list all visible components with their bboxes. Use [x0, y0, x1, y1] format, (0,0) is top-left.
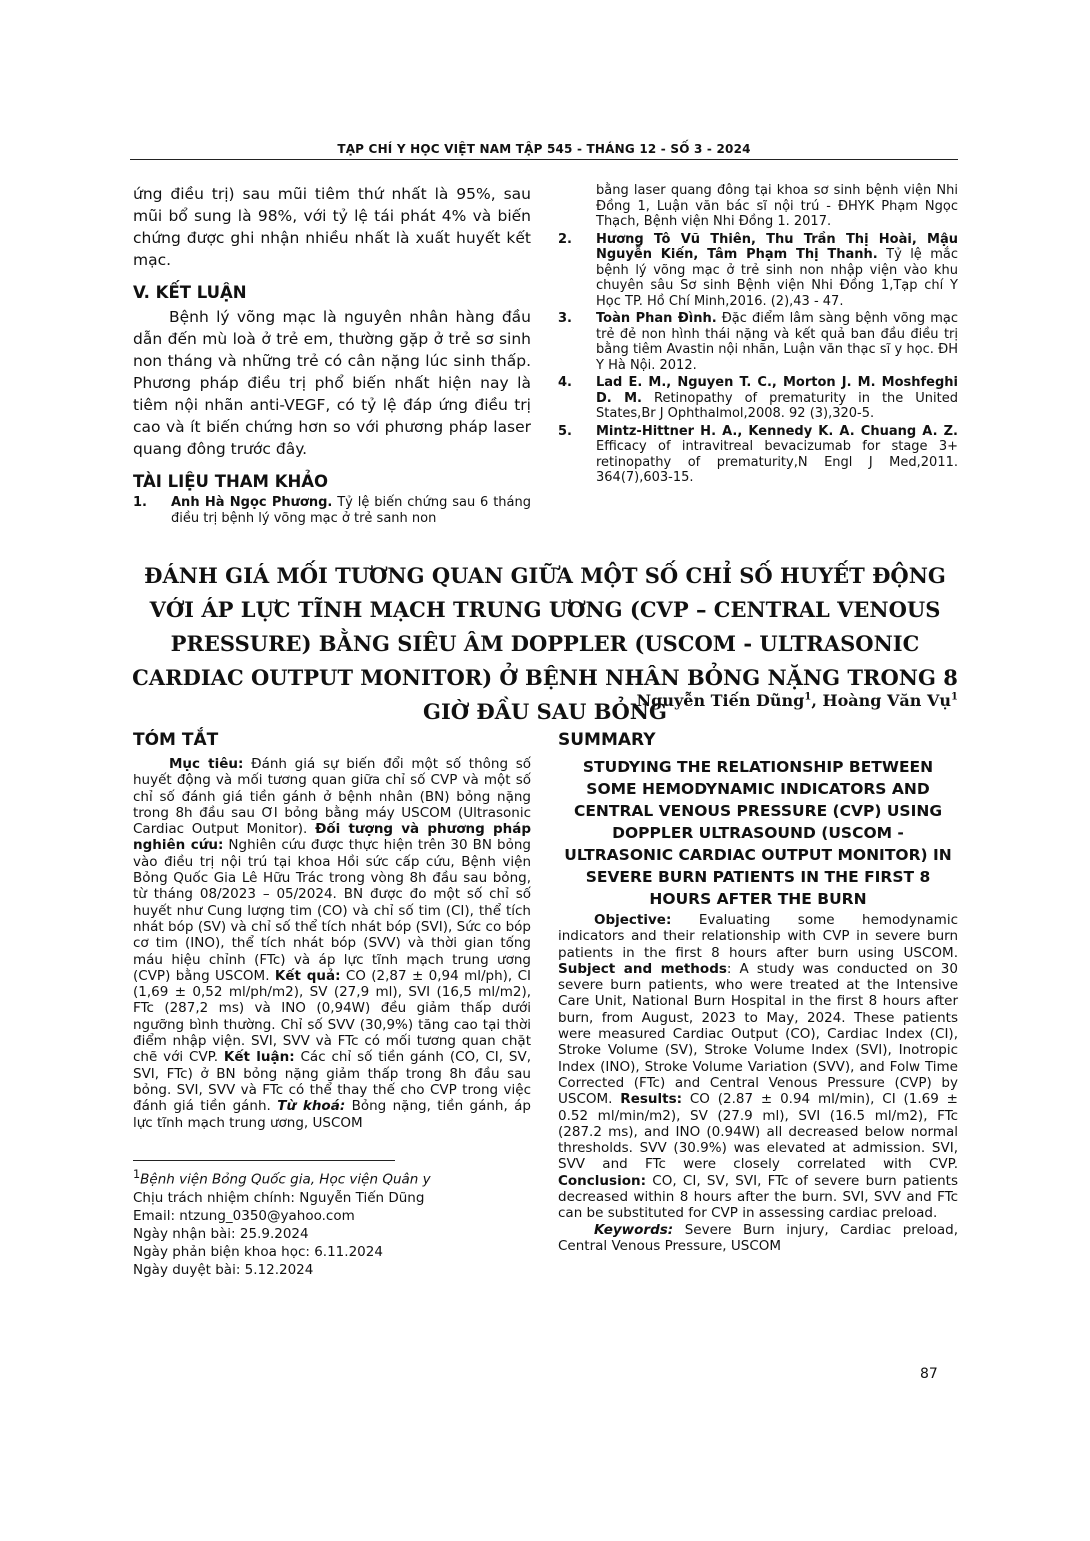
conclusion-text: CO, CI, SV, SVI, FTc of severe burn patients decreased within 8 hours after the burn. SVI, SVV and FTc can be substituted for CVP in assessing cardiac preload. — [558, 1172, 958, 1222]
author-affiliation-mark: 1 — [804, 691, 812, 703]
abstract-heading: TÓM TẮT — [133, 730, 219, 750]
reference-number: 4. — [558, 375, 572, 390]
reference-item — [558, 232, 958, 310]
reference-text — [596, 311, 958, 373]
conclusion-label: Kết luận: — [223, 1049, 295, 1066]
reference-item — [558, 424, 958, 486]
keywords-text: Bỏng nặng, tiền gánh, áp lực tĩnh mạch trung ương, USCOM — [133, 1098, 531, 1131]
results-text: CO (2.87 ± 0.94 ml/min), CI (1.69 ± 0.52 ml/min/m2), SV (27.9 ml), SVI (16.5 ml/m2), FTc (287.2 ms), and INO (0.94W) all decreased below normal thresholds. SVV (30.9%) was elevated at admission. SVI, SVV and FTc were closely correlated with CVP. — [558, 1091, 958, 1173]
reference-text — [596, 375, 958, 422]
reference-text — [596, 424, 958, 486]
running-header: TẠP CHÍ Y HỌC VIỆT NAM TẬP 545 - THÁNG 12 - SỐ 3 - 2024 — [337, 142, 751, 156]
keywords-paragraph — [558, 1222, 958, 1255]
reference-details: Efficacy of intravitreal bevacizumab for stage 3+ retinopathy of prematurity,N Engl J Med,2011. 364(7),603-15. — [596, 439, 958, 485]
affiliation-text: Bệnh viện Bỏng Quốc gia, Học viện Quân y — [140, 1171, 431, 1188]
reference-details: Retinopathy of prematurity in the United States,Br J Ophthalmol,2008. 92 (3),320-5. — [596, 390, 958, 421]
reference-text — [171, 495, 531, 526]
results-label: Results: — [620, 1091, 683, 1108]
article-authors — [637, 691, 958, 710]
reference-number: 2. — [558, 231, 572, 247]
objective-text: Đánh giá sự biến đổi một số thông số huyết động và mối tương quan giữa chỉ số CVP và một số chỉ số đánh giá tiền gánh ở bệnh nhân (BN) bỏng nặng trong 8h đầu sau ƠI bỏng bằng máy USCOM (Ultrasonic Cardiac Output Monitor). — [133, 756, 531, 838]
keywords-label: Từ khoá: — [277, 1098, 346, 1115]
footnote-rule — [133, 1160, 395, 1161]
reference-number: 1. — [133, 495, 147, 510]
reference-details: Tỷ lệ mắc bệnh lý võng mạc ở trẻ sinh non nhập viện vào khu chuyên sâu Sơ sinh Bệnh viện Nhi Đồng 1,Tạp chí Y Học TP. Hồ Chí Minh,2016. (2),43 - 47. — [596, 247, 958, 309]
footnote-accepted: Ngày duyệt bài: 5.12.2024 — [133, 1261, 314, 1278]
header-rule — [130, 159, 958, 160]
objective-label: Objective: — [594, 912, 672, 928]
carryover-paragraph: ứng điều trị) sau mũi tiêm thứ nhất là 95%, sau mũi bổ sung là 98%, với tỷ lệ tái phát 4% và biến chứng được ghi nhận nhiều nhất là xuất huyết kết mạc. — [133, 185, 531, 269]
reference-authors: Mintz-Hittner H. A., Kennedy K. A. Chuang A. Z. — [596, 423, 958, 439]
reference-item — [558, 311, 958, 373]
conclusion-label: Conclusion: — [558, 1172, 646, 1189]
reference-authors: Lad E. M., Nguyen T. C., Morton J. M. Moshfeghi D. M. — [596, 375, 958, 406]
reference-item — [133, 495, 531, 526]
footnote-email: Email: ntzung_0350@yahoo.com — [133, 1207, 355, 1224]
keywords-text: Severe Burn injury, Cardiac preload, Central Venous Pressure, USCOM — [558, 1221, 958, 1254]
reference-details: Đặc điểm lâm sàng bệnh võng mạc trẻ đẻ non hình thái nặng và kết quả ban đầu điều trị bằng tiêm Avastin nội nhãn, Luận văn thạc sĩ y học. ĐH Y Hà Nội. 2012. — [596, 311, 958, 373]
results-text: CO (2,87 ± 0,94 ml/ph), CI (1,69 ± 0,52 ml/ph/m2), SV (27,9 ml), SVI (16,5 ml/m2), FTc (287,2 ms) và INO (0,94W) đều giảm thấp dưới ngưỡng bình thường. Chỉ số SVV (30,9%) tăng cao tại thời điểm nhập viện. SVI, SVV và FTc có mối tương quan chặt chẽ với CVP. — [133, 967, 531, 1066]
footnote-received: Ngày nhận bài: 25.9.2024 — [133, 1225, 309, 1242]
methods-text: Nghiên cứu được thực hiện trên 30 BN bỏng vào điều trị nội trú tại khoa Hồi sức cấp cứu, Bệnh viện Bỏng Quốc Gia Lê Hữu Trác trong vòng 8h đầu sau bỏng, từ tháng 08/2023 – 05/2024. BN được đo một số chỉ số huyết như Cung lượng tim (CO) và chỉ số tim (CI), thể tích nhát bóp (SV) và chỉ số thể tích nhát bóp (SVI), Sức co bóp cơ tim (INO), thể tích nhát bóp (SVV) và thời gian tống máu hiệu chỉnh (FTc) và áp lực tĩnh mạch trung ương (CVP) bằng USCOM. — [133, 837, 531, 984]
reference-number: 3. — [558, 311, 572, 326]
results-label: Kết quả: — [274, 967, 341, 984]
references-heading: TÀI LIỆU THAM KHẢO — [133, 472, 329, 491]
reference-continuation: bằng laser quang đông tại khoa sơ sinh bệnh viện Nhi Đồng 1, Luận văn bác sĩ nội trú - ĐHYK Phạm Ngọc Thạch, Bệnh viện Nhi Đồng 1. 2017. — [596, 183, 958, 229]
author-name: Nguyễn Tiến Dũng — [636, 691, 805, 710]
article-title: ĐÁNH GIÁ MỐI TƯƠNG QUAN GIỮA MỘT SỐ CHỈ SỐ HUYẾT ĐỘNG VỚI ÁP LỰC TĨNH MẠCH TRUNG ƯƠNG (CVP – CENTRAL VENOUS PRESSURE) BẰNG SIÊU ÂM DOPPLER (USCOM - ULTRASONIC CARDIAC OUTPUT MONITOR) Ở BỆNH NHÂN BỎNG NẶNG TRONG 8 GIỜ ĐẦU SAU BỎNG — [132, 563, 958, 724]
methods-label: Đối tượng và phương pháp nghiên cứu: — [133, 821, 531, 854]
prev-article-right-column — [558, 183, 958, 488]
affiliation-mark: 1 — [133, 1168, 141, 1181]
english-title: STUDYING THE RELATIONSHIP BETWEEN SOME HEMODYNAMIC INDICATORS AND CENTRAL VENOUS PRESSURE (CVP) USING DOPPLER ULTRASOUND (USCOM - ULTRASONIC CARDIAC OUTPUT MONITOR) IN SEVERE BURN PATIENTS IN THE FIRST 8 HOURS AFTER THE BURN — [564, 758, 952, 908]
reference-details: Tỷ lệ biến chứng sau 6 tháng điều trị bệnh lý võng mạc ở trẻ sanh non — [171, 495, 532, 526]
footnote-corresponding: Chịu trách nhiệm chính: Nguyễn Tiến Dũng — [133, 1189, 425, 1206]
keywords-label: Keywords: — [594, 1221, 674, 1238]
methods-label: Subject and methods — [558, 960, 727, 977]
summary-paragraph — [558, 912, 958, 1222]
page-number: 87 — [920, 1366, 938, 1382]
author-affiliation-mark: 1 — [951, 691, 958, 703]
abstract-english — [558, 730, 958, 1254]
summary-heading: SUMMARY — [558, 730, 656, 750]
reference-authors: Hương Tô Vũ Thiên, Thu Trần Thị Hoài, Mậu Nguyễn Kiến, Tâm Phạm Thị Thanh. — [596, 231, 958, 262]
conclusion-heading: V. KẾT LUẬN — [133, 283, 247, 302]
reference-authors: Toàn Phan Đình. — [596, 311, 717, 326]
footnote-affiliation — [133, 1166, 533, 1189]
reference-number: 5. — [558, 423, 572, 439]
footnote-reviewed: Ngày phản biện khoa học: 6.11.2024 — [133, 1243, 383, 1260]
reference-text — [596, 232, 958, 310]
conclusion-paragraph: Bệnh lý võng mạc là nguyên nhân hàng đầu dẫn đến mù loà ở trẻ em, thường gặp ở trẻ sơ sinh non tháng và những trẻ có cân nặng lúc sinh thấp. Phương pháp điều trị phổ biến nhất hiện nay là tiêm nội nhãn anti-VEGF, có tỷ lệ đáp ứng điều trị cao và ít biến chứng hơn so với phương pháp laser quang đông trước đây. — [133, 308, 531, 458]
prev-article-left-column — [133, 183, 531, 528]
footnote — [133, 1166, 533, 1279]
reference-authors: Anh Hà Ngọc Phương. — [171, 495, 333, 510]
abstract-paragraph — [133, 756, 531, 1131]
objective-text: Evaluating some hemodynamic indicators and their relationship with CVP in severe burn patients in the first 8 hours after burn using USCOM. — [558, 912, 958, 961]
methods-text: : A study was conducted on 30 severe burn patients, who were treated at the Intensive Care Unit, National Burn Hospital in the first 8 hours after burn, from August, 2023 to May, 2024. These patients were measured Cardiac Output (CO), Cardiac Index (CI), Stroke Volume (SV), Stroke Volume Index (SVI), Inotropic Index (INO), Stroke Volume Variation (SVV), and Folw Time Corrected (FTc) and Central Venous Pressure (CVP) by USCOM. — [558, 960, 958, 1108]
author-separator: , — [811, 691, 823, 710]
conclusion-text: Các chỉ số tiền gánh (CO, CI, SV, SVI, FTc) ở BN bỏng nặng giảm thấp trong 8h đầu sau bỏng. SVI, SVV và FTc có thể thay thế cho CVP trong việc đánh giá tiền gánh. — [133, 1049, 531, 1115]
objective-label: Mục tiêu: — [169, 756, 244, 772]
reference-item — [558, 375, 958, 422]
abstract-vietnamese — [133, 730, 531, 1131]
author-name: Hoàng Văn Vụ — [822, 691, 952, 710]
